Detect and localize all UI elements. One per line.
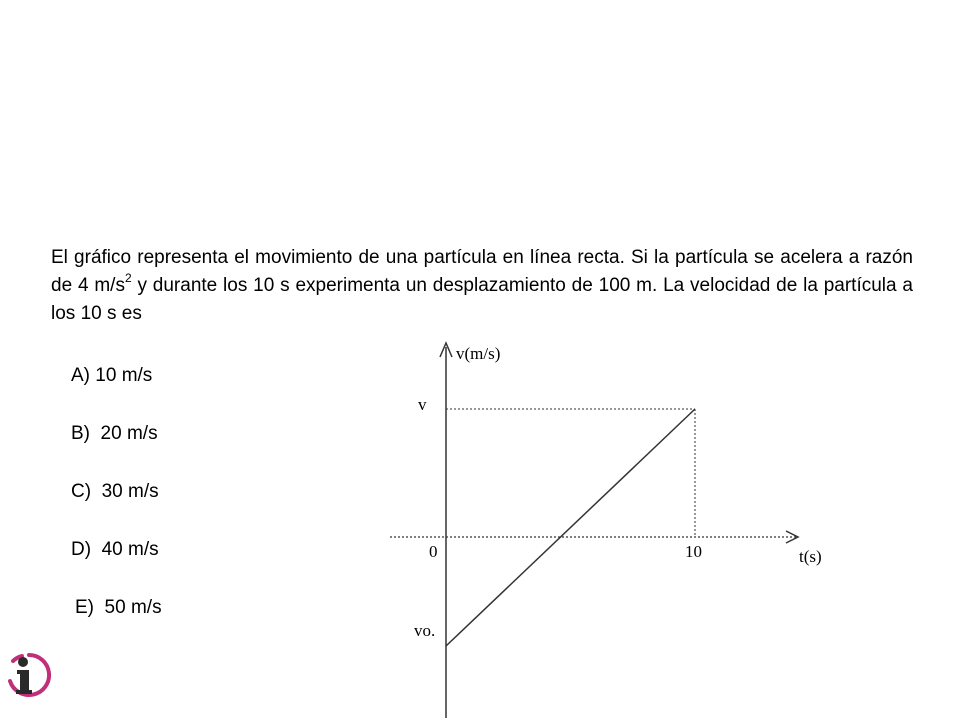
x-axis-label: t(s) bbox=[799, 547, 822, 566]
v0-label: vo. bbox=[414, 621, 436, 640]
option-c[interactable]: C) 30 m/s bbox=[71, 481, 159, 502]
y-axis-label: v(m/s) bbox=[456, 344, 501, 363]
v-label: v bbox=[418, 395, 427, 414]
origin-label: 0 bbox=[429, 542, 438, 561]
question-text bbox=[51, 244, 913, 328]
option-b[interactable]: B) 20 m/s bbox=[71, 423, 158, 444]
option-e[interactable]: E) 50 m/s bbox=[75, 597, 162, 618]
velocity-line bbox=[446, 409, 695, 646]
exponent: 2 bbox=[124, 270, 132, 285]
option-a[interactable]: A) 10 m/s bbox=[71, 365, 153, 386]
velocity-time-graph bbox=[385, 335, 845, 720]
question-text-part1: El gráfico representa el movimiento de una partícula en línea recta. Si la partícula se acelera a razón de 4 m/s bbox=[51, 247, 913, 296]
info-logo-icon bbox=[6, 652, 52, 698]
t-tick-label: 10 bbox=[685, 542, 702, 561]
question-text-part2: y durante los 10 s experimenta un desplazamiento de 100 m. La velocidad de la partícula a los 10 s es bbox=[51, 275, 913, 324]
option-d[interactable]: D) 40 m/s bbox=[71, 539, 159, 560]
